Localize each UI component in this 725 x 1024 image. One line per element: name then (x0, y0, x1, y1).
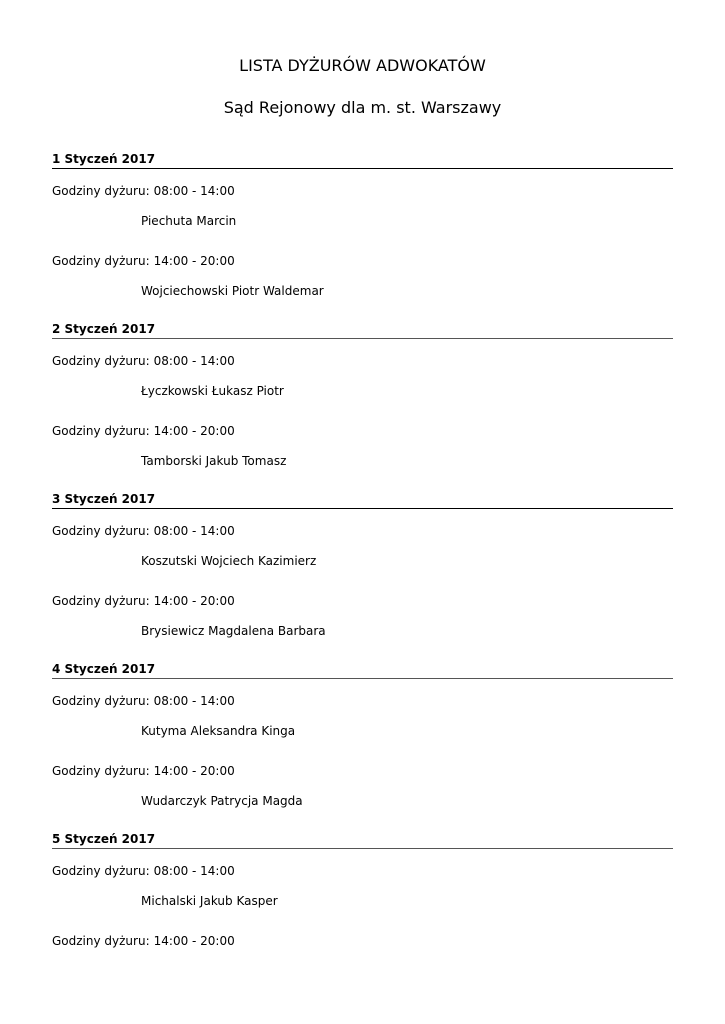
hours-value: 08:00 - 14:00 (153, 354, 235, 368)
slot-hours-line (52, 239, 673, 269)
hours-label: Godziny dyżuru: (52, 524, 150, 538)
slot-hours-line (52, 579, 673, 609)
hours-value: 14:00 - 20:00 (153, 424, 235, 438)
hours-value: 08:00 - 14:00 (153, 184, 235, 198)
slot-hours-line (52, 409, 673, 439)
day-date-heading: 4 Styczeń 2017 (52, 660, 673, 679)
duty-slot (52, 749, 673, 819)
lawyer-name: Kutyma Aleksandra Kinga (141, 724, 296, 738)
slot-hours-line (52, 679, 673, 709)
hours-value: 08:00 - 14:00 (153, 524, 235, 538)
hours-label: Godziny dyżuru: (52, 354, 150, 368)
slot-hours-line (52, 919, 673, 949)
slot-hours-line (52, 339, 673, 369)
duty-slot (52, 509, 673, 579)
lawyer-name: Michalski Jakub Kasper (141, 894, 278, 908)
day-section (52, 660, 673, 830)
day-section (52, 490, 673, 660)
hours-label: Godziny dyżuru: (52, 694, 150, 708)
day-date-heading: 2 Styczeń 2017 (52, 320, 673, 339)
duty-slot (52, 409, 673, 479)
hours-label: Godziny dyżuru: (52, 764, 150, 778)
slot-hours-line (52, 509, 673, 539)
hours-value: 08:00 - 14:00 (153, 694, 235, 708)
duty-slot (52, 239, 673, 309)
hours-value: 14:00 - 20:00 (153, 254, 235, 268)
hours-label: Godziny dyżuru: (52, 934, 150, 948)
duty-slot (52, 679, 673, 749)
lawyer-name: Koszutski Wojciech Kazimierz (141, 554, 317, 568)
hours-label: Godziny dyżuru: (52, 254, 150, 268)
hours-label: Godziny dyżuru: (52, 424, 150, 438)
duty-slot (52, 849, 673, 919)
hours-value: 14:00 - 20:00 (153, 764, 235, 778)
lawyer-name: Piechuta Marcin (141, 214, 237, 228)
slot-hours-line (52, 169, 673, 199)
hours-value: 14:00 - 20:00 (153, 594, 235, 608)
duty-slot (52, 339, 673, 409)
lawyer-name: Wojciechowski Piotr Waldemar (141, 284, 324, 298)
day-section (52, 830, 673, 1000)
duty-slot (52, 579, 673, 649)
day-section (52, 320, 673, 490)
hours-label: Godziny dyżuru: (52, 184, 150, 198)
lawyer-name: Brysiewicz Magdalena Barbara (141, 624, 326, 638)
lawyer-name: Wudarczyk Patrycja Magda (141, 794, 303, 808)
hours-label: Godziny dyżuru: (52, 864, 150, 878)
hours-label: Godziny dyżuru: (52, 594, 150, 608)
slot-hours-line (52, 849, 673, 879)
lawyer-name: Łyczkowski Łukasz Piotr (141, 384, 284, 398)
day-date-heading: 1 Styczeń 2017 (52, 150, 673, 169)
day-section (52, 150, 673, 320)
slot-hours-line (52, 749, 673, 779)
day-date-heading: 5 Styczeń 2017 (52, 830, 673, 849)
hours-value: 08:00 - 14:00 (153, 864, 235, 878)
duty-slot (52, 919, 673, 989)
document-subtitle: Sąd Rejonowy dla m. st. Warszawy (223, 98, 502, 117)
lawyer-name: Tamborski Jakub Tomasz (141, 454, 287, 468)
day-date-heading: 3 Styczeń 2017 (52, 490, 673, 509)
document-title: LISTA DYŻURÓW ADWOKATÓW (239, 56, 486, 75)
duty-slot (52, 169, 673, 239)
hours-value: 14:00 - 20:00 (153, 934, 235, 948)
duty-schedule (52, 150, 673, 1000)
